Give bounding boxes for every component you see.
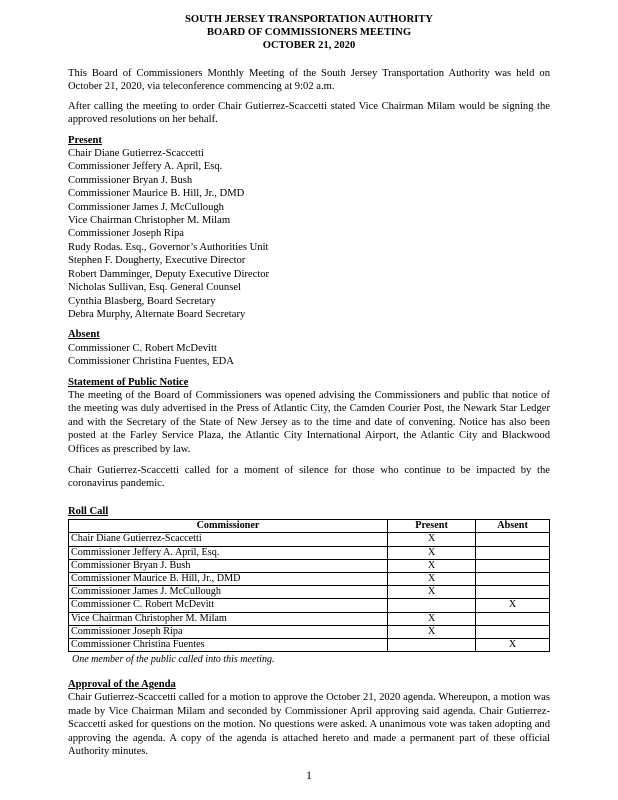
- title-line-2: BOARD OF COMMISSIONERS MEETING: [206, 27, 412, 38]
- table-row: [69, 546, 550, 559]
- list-item: Commissioner C. Robert McDevitt: [68, 342, 217, 354]
- roll-call-note: One member of the public called into this meeting.: [72, 654, 275, 666]
- list-item: Commissioner Bryan J. Bush: [68, 174, 193, 186]
- list-item: Commissioner Christina Fuentes, EDA: [68, 356, 234, 368]
- roll-call-heading: Roll Call: [68, 505, 109, 517]
- list-item: Nicholas Sullivan, Esq. General Counsel: [68, 282, 242, 294]
- cell-absent: [476, 625, 550, 638]
- table-row: [69, 599, 550, 612]
- column-header-commissioner: Commissioner: [69, 520, 388, 533]
- list-item: Chair Diane Gutierrez-Scaccetti: [68, 148, 204, 160]
- column-header-present: Present: [387, 520, 475, 533]
- cell-commissioner: Vice Chairman Christopher M. Milam: [69, 612, 388, 625]
- cell-commissioner: Commissioner James J. McCullough: [69, 586, 388, 599]
- table-row: [69, 625, 550, 638]
- list-item: Rudy Rodas. Esq., Governor’s Authorities Unit: [68, 241, 269, 253]
- list-item: Commissioner Maurice B. Hill, Jr., DMD: [68, 188, 245, 200]
- table-row: [69, 612, 550, 625]
- intro-paragraph-1: This Board of Commissioners Monthly Meeting of the South Jersey Transportation Authority was held on October 21, 2020, via teleconference commencing at 9:02 a.m.: [68, 68, 550, 93]
- cell-present: X: [387, 625, 475, 638]
- list-item: Stephen F. Dougherty, Executive Director: [68, 255, 246, 267]
- list-item: Vice Chairman Christopher M. Milam: [68, 215, 231, 227]
- list-item: Cynthia Blasberg, Board Secretary: [68, 295, 216, 307]
- document-title: [68, 13, 550, 52]
- table-row: [69, 559, 550, 572]
- list-item: Commissioner James J. McCullough: [68, 201, 224, 213]
- absent-list: [68, 342, 550, 369]
- cell-commissioner: Commissioner Maurice B. Hill, Jr., DMD: [69, 572, 388, 585]
- cell-absent: [476, 572, 550, 585]
- column-header-absent: Absent: [476, 520, 550, 533]
- roll-call-header-row: [69, 520, 550, 533]
- cell-present: X: [387, 559, 475, 572]
- page-number: 1: [306, 770, 312, 782]
- agenda-heading: Approval of the Agenda: [68, 679, 176, 691]
- absent-heading: Absent: [68, 329, 100, 341]
- cell-absent: [476, 546, 550, 559]
- cell-absent: [476, 533, 550, 546]
- cell-commissioner: Commissioner Bryan J. Bush: [69, 559, 388, 572]
- public-notice-paragraph: The meeting of the Board of Commissioners was opened advising the Commissioners and public that notice of the meeting was duly advertised in the Press of Atlantic City, the Camden Courier Post, the Newark Star Ledger and with the Secretary of the State of New Jersey as to the time and date of convening. Notice has also been posted at the Farley Service Plaza, the Atlantic City International Airport, the Atlantic City and Blackwood Offices as prescribed by law.: [68, 389, 550, 455]
- intro-paragraph-2: After calling the meeting to order Chair Gutierrez-Scaccetti stated Vice Chairman Milam would be signing the approved resolutions on her behalf.: [68, 100, 550, 126]
- roll-call-table: [68, 519, 550, 652]
- list-item: Commissioner Jeffery A. April, Esq.: [68, 161, 223, 173]
- cell-present: [387, 599, 475, 612]
- cell-absent: [476, 586, 550, 599]
- table-row: [69, 586, 550, 599]
- cell-commissioner: Commissioner C. Robert McDevitt: [69, 599, 388, 612]
- cell-commissioner: Commissioner Christina Fuentes: [69, 638, 388, 651]
- table-row: [69, 572, 550, 585]
- roll-call-body: [69, 533, 550, 652]
- table-row: [69, 533, 550, 546]
- cell-commissioner: Commissioner Jeffery A. April, Esq.: [69, 546, 388, 559]
- cell-present: X: [387, 546, 475, 559]
- table-row: [69, 638, 550, 651]
- present-list: [68, 147, 550, 321]
- moment-of-silence-paragraph: Chair Gutierrez-Scaccetti called for a moment of silence for those who continue to be impacted by the coronavirus pandemic.: [68, 464, 550, 490]
- cell-present: [387, 638, 475, 651]
- title-line-1: SOUTH JERSEY TRANSPORTATION AUTHORITY: [185, 14, 433, 25]
- cell-present: X: [387, 612, 475, 625]
- public-notice-heading: Statement of Public Notice: [68, 376, 189, 388]
- agenda-paragraph: Chair Gutierrez-Scaccetti called for a motion to approve the October 21, 2020 agenda. Whereupon, a motion was made by Vice Chairman Milam and seconded by Commissioner April approving said agenda. Chair Gutierrez-Scaccetti asked for questions on the motion. No questions were asked. A unanimous vote was taken adopting and approving the agenda. A copy of the agenda is attached hereto and made a permanent part of these official Authority minutes.: [68, 692, 550, 758]
- cell-present: X: [387, 586, 475, 599]
- cell-absent: [476, 612, 550, 625]
- list-item: Commissioner Joseph Ripa: [68, 228, 184, 240]
- cell-absent: X: [476, 638, 550, 651]
- cell-absent: [476, 559, 550, 572]
- cell-commissioner: Commissioner Joseph Ripa: [69, 625, 388, 638]
- cell-present: X: [387, 572, 475, 585]
- cell-absent: X: [476, 599, 550, 612]
- cell-commissioner: Chair Diane Gutierrez-Scaccetti: [69, 533, 388, 546]
- title-line-3: OCTOBER 21, 2020: [262, 40, 356, 51]
- list-item: Debra Murphy, Alternate Board Secretary: [68, 308, 246, 320]
- cell-present: X: [387, 533, 475, 546]
- list-item: Robert Damminger, Deputy Executive Director: [68, 268, 270, 280]
- present-heading: Present: [68, 134, 102, 146]
